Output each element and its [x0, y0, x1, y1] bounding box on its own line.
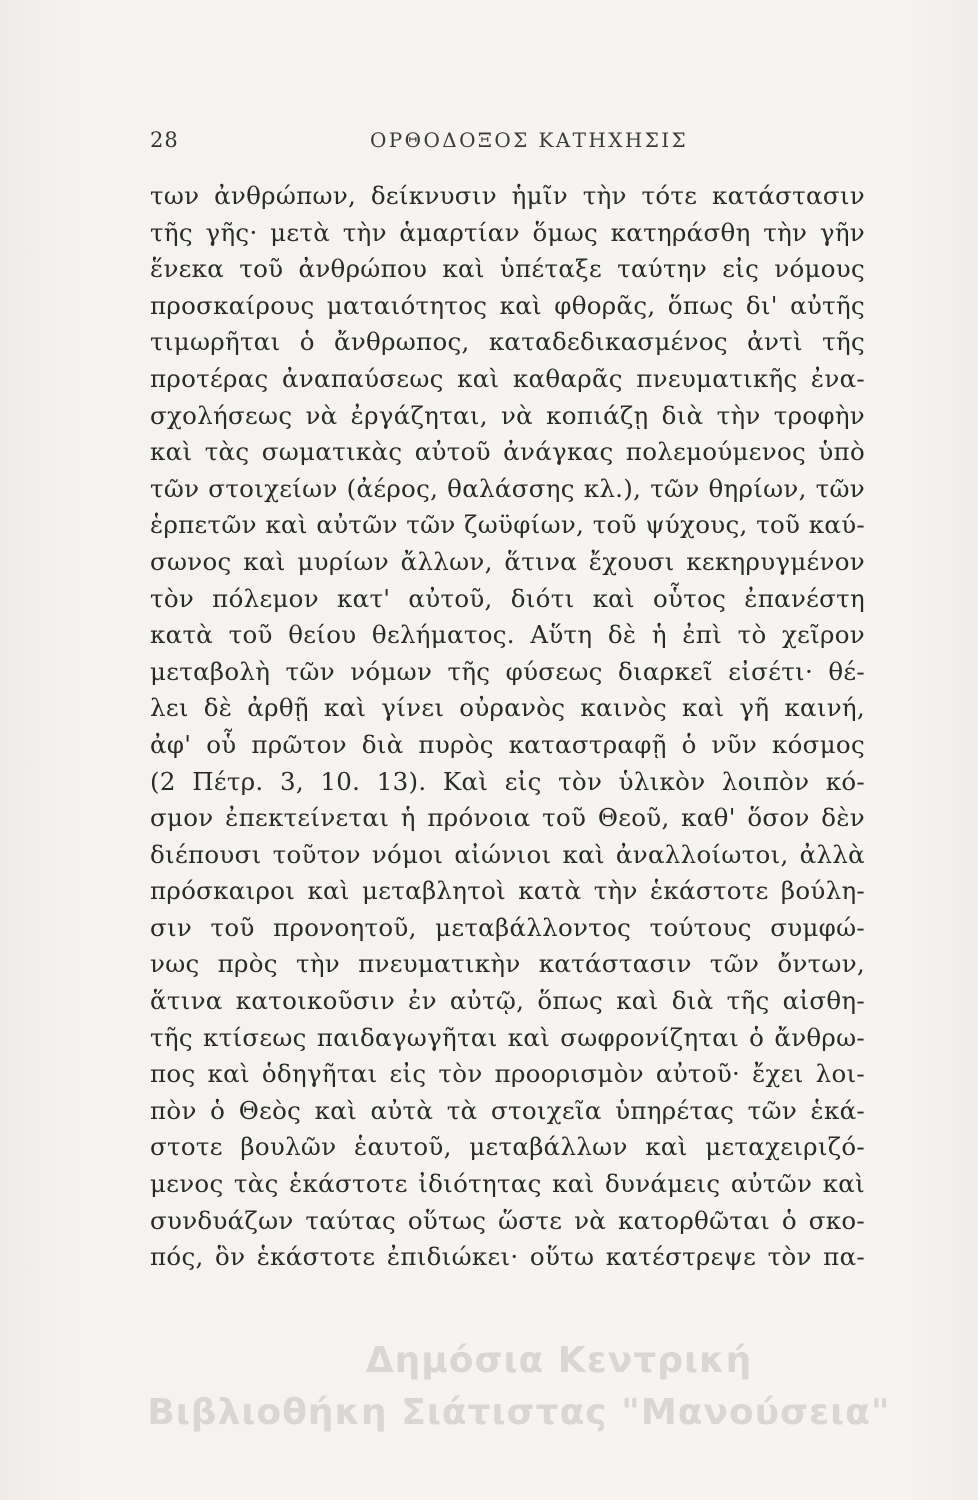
text-line: προσκαίρους ματαιότητος καὶ φθορᾶς, ὅπως δι' αὐτῆς — [150, 290, 865, 320]
text-line: μεταβολὴ τῶν νόμων τῆς φύσεως διαρκεῖ εἰσέτι· θέ- — [150, 656, 865, 686]
text-line: ἑρπετῶν καὶ αὐτῶν τῶν ζωϋφίων, τοῦ ψύχους, τοῦ καύ- — [150, 510, 865, 540]
running-title: ΟΡΘΟΔΟΞΟΣ ΚΑΤΗΧΗΣΙΣ — [370, 128, 689, 152]
text-line: μενος τὰς ἑκάστοτε ἰδιότητας καὶ δυνάμεις αὐτῶν καὶ — [150, 1169, 865, 1199]
text-line: πρόσκαιροι καὶ μεταβλητοὶ κατὰ τὴν ἑκάστοτε βούλη- — [150, 876, 865, 906]
text-line: σιν τοῦ προνοητοῦ, μεταβάλλοντος τούτους συμφώ- — [150, 912, 865, 942]
text-line: πὸν ὁ Θεὸς καὶ αὐτὰ τὰ στοιχεῖα ὑπηρέτας τῶν ἑκά- — [150, 1095, 865, 1125]
text-line: τὸν πόλεμον κατ' αὐτοῦ, διότι καὶ οὗτος ἐπανέστη — [150, 583, 865, 613]
text-line: τῶν στοιχείων (ἀέρος, θαλάσσης κλ.), τῶν θηρίων, τῶν — [150, 473, 865, 503]
text-line: των ἀνθρώπων, δείκνυσιν ἡμῖν τὴν τότε κατάστασιν — [150, 181, 865, 210]
text-line: πός, ὃν ἑκάστοτε ἐπιδιώκει· οὕτω κατέστρεψε τὸν πα- — [150, 1242, 865, 1272]
text-line: (2 Πέτρ. 3, 10. 13). Καὶ εἰς τὸν ὑλικὸν λοιπὸν κό- — [150, 766, 865, 796]
text-line: ἀφ' οὗ πρῶτον διὰ πυρὸς καταστραφῇ ὁ νῦν κόσμος — [150, 729, 865, 759]
text-line: ἕνεκα τοῦ ἀνθρώπου καὶ ὑπέταξε ταύτην εἰς νόμους — [150, 254, 865, 284]
text-line: ἅτινα κατοικοῦσιν ἐν αὐτῷ, ὅπως καὶ διὰ τῆς αἰσθη- — [150, 986, 865, 1016]
text-line: κατὰ τοῦ θείου θελήματος. Αὕτη δὲ ἡ ἐπὶ τὸ χεῖρον — [150, 620, 865, 650]
text-line: τιμωρῆται ὁ ἄνθρωπος, καταδεδικασμένος ἀντὶ τῆς — [150, 327, 865, 357]
text-line: στοτε βουλῶν ἑαυτοῦ, μεταβάλλων καὶ μεταχειριζό- — [150, 1132, 865, 1162]
text-line: τῆς γῆς· μετὰ τὴν ἁμαρτίαν ὅμως κατηράσθη τὴν γῆν — [150, 217, 865, 247]
body-text — [150, 178, 865, 1276]
text-line: νως πρὸς τὴν πνευματικὴν κατάστασιν τῶν ὄντων, — [150, 949, 865, 979]
text-line: λει δὲ ἀρθῇ καὶ γίνει οὐρανὸς καινὸς καὶ γῆ καινή, — [150, 693, 865, 723]
text-line: τῆς κτίσεως παιδαγωγῆται καὶ σωφρονίζηται ὁ ἄνθρω- — [150, 1022, 865, 1052]
text-line: καὶ τὰς σωματικὰς αὐτοῦ ἀνάγκας πολεμούμενος ὑπὸ — [150, 437, 865, 467]
text-line: προτέρας ἀναπαύσεως καὶ καθαρᾶς πνευματικῆς ἐνα- — [150, 363, 865, 393]
library-watermark-line1: Δημόσια Κεντρική — [365, 1340, 753, 1381]
page-header — [150, 128, 870, 158]
text-line: σωνος καὶ μυρίων ἄλλων, ἅτινα ἔχουσι κεκηρυγμένον — [150, 546, 865, 576]
page-number: 28 — [150, 128, 179, 152]
library-watermark-line2: Βιβλιοθήκη Σιάτιστας "Μανούσεια" — [147, 1392, 891, 1433]
text-line: πος καὶ ὁδηγῆται εἰς τὸν προορισμὸν αὐτοῦ· ἔχει λοι- — [150, 1059, 865, 1089]
text-line: σμον ἐπεκτείνεται ἡ πρόνοια τοῦ Θεοῦ, καθ' ὅσον δὲν — [150, 803, 865, 833]
text-line: διέπουσι τοῦτον νόμοι αἰώνιοι καὶ ἀναλλοίωτοι, ἀλλὰ — [150, 839, 865, 869]
text-line: συνδυάζων ταύτας οὕτως ὥστε νὰ κατορθῶται ὁ σκο- — [150, 1205, 865, 1235]
text-line: σχολήσεως νὰ ἐργάζηται, νὰ κοπιάζῃ διὰ τὴν τροφὴν — [150, 400, 865, 430]
